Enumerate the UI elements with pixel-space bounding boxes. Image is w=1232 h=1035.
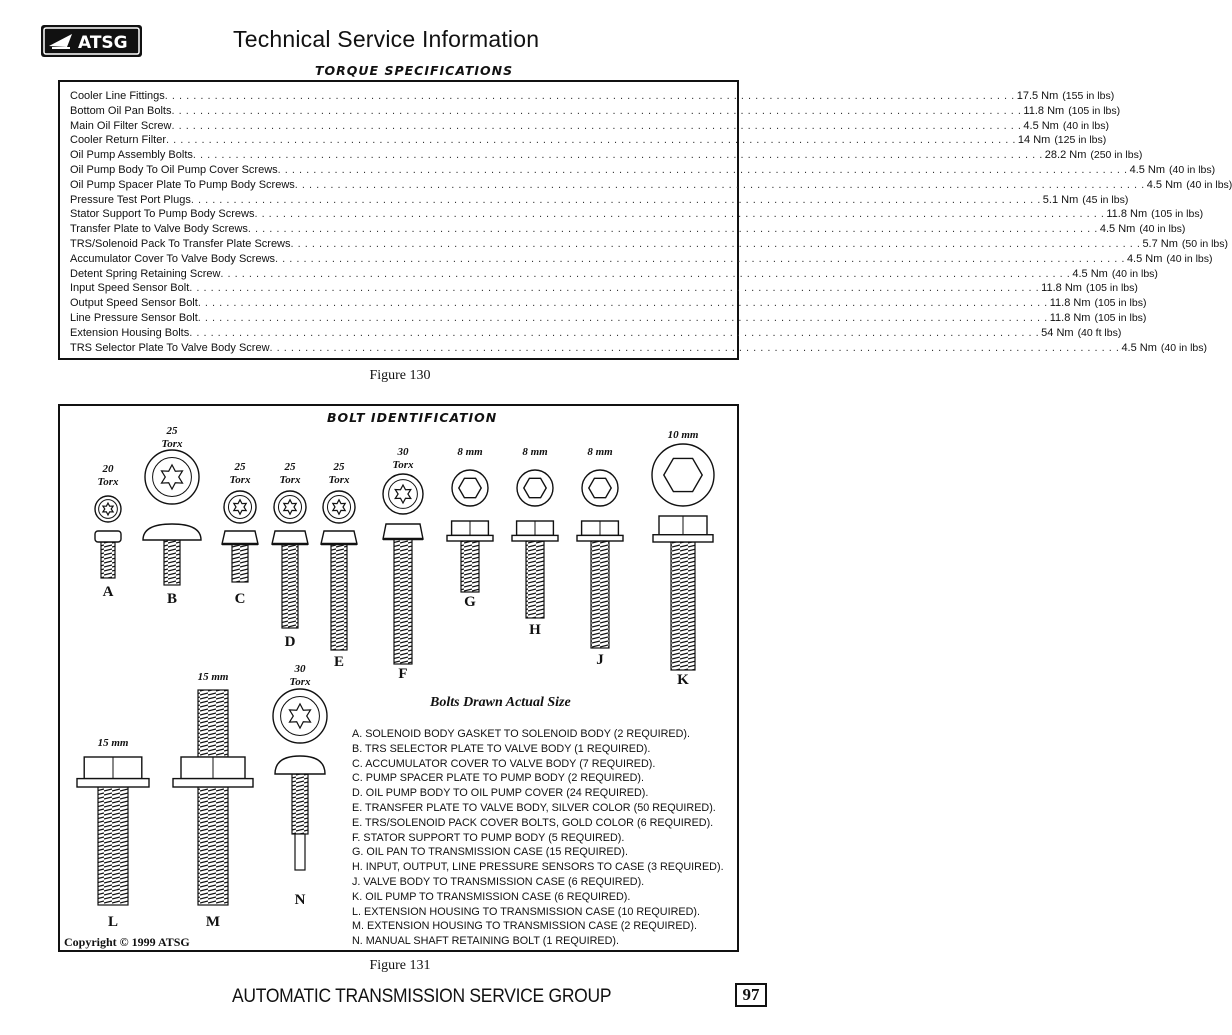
- bolt-b: [143, 425, 201, 607]
- bolt-pan-head: [383, 524, 423, 539]
- bolt-legend-item: D. OIL PUMP BODY TO OIL PUMP COVER (24 REQUIRED).: [352, 787, 649, 800]
- bolt-h: [512, 446, 558, 638]
- spec-name: TRS Selector Plate To Valve Body Screw: [70, 341, 270, 354]
- leader-dots: . . . . . . . . . . . . . . . . . . . . . . . . . . . . . . . . . . . . . . . . . . . . . . . . . . . . . . . . . . . . . . . . . . . . . . . . . . . . . . . . . . . . . . . . . . . . . . . . . . . . . . . . . . . . . . . . . . . . . . . .: [254, 208, 1105, 221]
- spec-imperial: (105 in lbs): [1085, 282, 1138, 295]
- bolt-flange: [173, 779, 253, 787]
- bolt-legend-item: H. INPUT, OUTPUT, LINE PRESSURE SENSORS TO CASE (3 REQUIRED).: [352, 861, 724, 874]
- bolt-size-label: 15 mm: [97, 737, 129, 749]
- footer-organization: AUTOMATIC TRANSMISSION SERVICE GROUP: [232, 986, 612, 1007]
- bolt-legend-item: N. MANUAL SHAFT RETAINING BOLT (1 REQUIRED).: [352, 935, 619, 948]
- bolt-size-label: 20: [102, 463, 114, 475]
- bolt-letter: D: [284, 634, 296, 650]
- bolt-thread: [198, 787, 228, 905]
- bolt-drive-label: Torx: [392, 459, 414, 471]
- bolt-letter: M: [205, 914, 221, 930]
- bolt-thread: [331, 544, 347, 650]
- bolt-d: [272, 461, 308, 650]
- leader-dots: . . . . . . . . . . . . . . . . . . . . . . . . . . . . . . . . . . . . . . . . . . . . . . . . . . . . . . . . . . . . . . . . . . . . . . . . . . . . . . . . . . . . . . . . . . . . . . . . . . . . . . . . . . . . . . . . . . . . . . . .: [190, 193, 1041, 206]
- spec-value: 4.5 Nm: [1146, 178, 1183, 191]
- bolt-k: [652, 429, 714, 688]
- spec-value: 4.5 Nm: [1099, 223, 1136, 236]
- bolt-heading: BOLT IDENTIFICATION: [327, 410, 498, 425]
- bolt-drive-label: Torx: [279, 474, 301, 486]
- leader-dots: . . . . . . . . . . . . . . . . . . . . . . . . . . . . . . . . . . . . . . . . . . . . . . . . . . . . . . . . . . . . . . . . . . . . . . . . . . . . . . . . . . . . . . . . . . . . . . . . . . . . . . . . . . . . . . . . . . . . . . . .: [171, 119, 1022, 132]
- spec-imperial: (50 in lbs): [1181, 237, 1229, 250]
- bolt-size-label: 15 mm: [197, 671, 229, 683]
- spec-name: Oil Pump Spacer Plate To Pump Body Screws: [70, 178, 295, 191]
- spec-name: Pressure Test Port Plugs: [70, 193, 191, 206]
- bolt-letter: N: [294, 892, 306, 908]
- bolt-size-label: 30: [397, 446, 409, 458]
- figure-131-caption: Figure 131: [369, 958, 431, 973]
- bolt-thread: [164, 540, 180, 585]
- leader-dots: . . . . . . . . . . . . . . . . . . . . . . . . . . . . . . . . . . . . . . . . . . . . . . . . . . . . . . . . . . . . . . . . . . . . . . . . . . . . . . . . . . . . . . . . . . . . . . . . . . . . . . . . . . . . . . . . . . . . . . . .: [290, 237, 1141, 250]
- spec-value: 4.5 Nm: [1121, 341, 1157, 354]
- bolt-thread: [101, 542, 115, 578]
- spec-name: Line Pressure Sensor Bolt: [70, 311, 198, 324]
- spec-value: 5.7 Nm: [1142, 237, 1178, 250]
- bolt-pan-head: [272, 531, 308, 544]
- spec-imperial: (40 in lbs): [1169, 163, 1216, 176]
- bolt-size-label: 8 mm: [522, 446, 548, 458]
- leader-dots: . . . . . . . . . . . . . . . . . . . . . . . . . . . . . . . . . . . . . . . . . . . . . . . . . . . . . . . . . . . . . . . . . . . . . . . . . . . . . . . . . . . . . . . . . . . . . . . . . . . . . . . . . . . . . . . . . . . . . . . .: [269, 341, 1120, 354]
- spec-value: 14 Nm: [1017, 134, 1051, 147]
- bolt-thread: [526, 541, 544, 618]
- bolt-size-label: 25: [166, 425, 178, 437]
- spec-imperial: (105 in lbs): [1068, 104, 1121, 117]
- spec-imperial: (40 in lbs): [1062, 119, 1109, 132]
- spec-name: Oil Pump Assembly Bolts: [70, 149, 193, 162]
- bolt-legend-item: L. EXTENSION HOUSING TO TRANSMISSION CASE (10 REQUIRED).: [352, 905, 700, 918]
- leader-dots: . . . . . . . . . . . . . . . . . . . . . . . . . . . . . . . . . . . . . . . . . . . . . . . . . . . . . . . . . . . . . . . . . . . . . . . . . . . . . . . . . . . . . . . . . . . . . . . . . . . . . . . . . . . . . . . . . . . . . . . .: [192, 149, 1043, 162]
- spec-value: 4.5 Nm: [1126, 252, 1163, 265]
- spec-imperial: (105 in lbs): [1151, 208, 1204, 221]
- hex-head-icon: [589, 478, 611, 497]
- bolt-letter: G: [464, 594, 476, 610]
- spec-name: Output Speed Sensor Bolt: [70, 297, 198, 310]
- bolt-letter: C: [234, 591, 246, 607]
- bolt-drive-label: Torx: [229, 474, 251, 486]
- bolt-legend-item: E. TRANSFER PLATE TO VALVE BODY, SILVER COLOR (50 REQUIRED).: [352, 801, 716, 814]
- bolt-flange: [77, 779, 149, 787]
- bolt-thread: [394, 539, 412, 664]
- bolt-drive-label: Torx: [161, 438, 183, 450]
- spec-value: 11.8 Nm: [1049, 311, 1091, 324]
- spec-imperial: (40 in lbs): [1186, 178, 1232, 191]
- spec-imperial: (40 in lbs): [1139, 223, 1186, 236]
- leader-dots: . . . . . . . . . . . . . . . . . . . . . . . . . . . . . . . . . . . . . . . . . . . . . . . . . . . . . . . . . . . . . . . . . . . . . . . . . . . . . . . . . . . . . . . . . . . . . . . . . . . . . . . . . . . . . . . . . . . . . . . .: [220, 267, 1071, 280]
- bolt-pan-head: [321, 531, 357, 544]
- bolt-legend-item: J. VALVE BODY TO TRANSMISSION CASE (6 REQUIRED).: [352, 875, 645, 888]
- bolt-legend-item: G. OIL PAN TO TRANSMISSION CASE (15 REQUIRED).: [352, 846, 628, 859]
- spec-value: 28.2 Nm: [1044, 149, 1087, 162]
- page-title: Technical Service Information: [233, 26, 540, 52]
- spec-imperial: (45 in lbs): [1082, 193, 1129, 206]
- bolt-legend-list: [352, 728, 724, 950]
- spec-imperial: (40 in lbs): [1160, 341, 1208, 354]
- leader-dots: . . . . . . . . . . . . . . . . . . . . . . . . . . . . . . . . . . . . . . . . . . . . . . . . . . . . . . . . . . . . . . . . . . . . . . . . . . . . . . . . . . . . . . . . . . . . . . . . . . . . . . . . . . . . . . . . . . . . . . . .: [275, 252, 1125, 265]
- bolt-size-label: 25: [284, 461, 296, 473]
- bolt-f: [383, 446, 423, 682]
- page-number: 97: [735, 983, 767, 1007]
- bolt-thread: [292, 774, 308, 834]
- leader-dots: . . . . . . . . . . . . . . . . . . . . . . . . . . . . . . . . . . . . . . . . . . . . . . . . . . . . . . . . . . . . . . . . . . . . . . . . . . . . . . . . . . . . . . . . . . . . . . . . . . . . . . . . . . . . . . . . . . . . . . . .: [197, 311, 1048, 324]
- bolt-legend-item: C. PUMP SPACER PLATE TO PUMP BODY (2 REQUIRED).: [352, 772, 644, 785]
- bolt-thread: [671, 542, 695, 670]
- bolt-thread: [591, 541, 609, 648]
- bolt-flange: [447, 535, 493, 541]
- bolt-legend-item: F. STATOR SUPPORT TO PUMP BODY (5 REQUIRED).: [352, 831, 625, 844]
- torque-heading: TORQUE SPECIFICATIONS: [315, 63, 514, 78]
- bolt-legend-item: E. TRS/SOLENOID PACK COVER BOLTS, GOLD COLOR (6 REQUIRED).: [352, 816, 714, 829]
- spec-imperial: (40 in lbs): [1111, 267, 1158, 280]
- spec-imperial: (250 in lbs): [1090, 149, 1143, 162]
- bolt-thread: [232, 544, 248, 582]
- hex-head-icon: [524, 478, 546, 497]
- spec-imperial: (105 in lbs): [1094, 311, 1147, 324]
- bolt-letter: F: [398, 666, 408, 682]
- bolt-thread: [282, 544, 298, 628]
- figure-130-caption: Figure 130: [369, 368, 431, 383]
- bolt-j: [577, 446, 623, 668]
- bolt-drive-label: Torx: [97, 476, 119, 488]
- leader-dots: . . . . . . . . . . . . . . . . . . . . . . . . . . . . . . . . . . . . . . . . . . . . . . . . . . . . . . . . . . . . . . . . . . . . . . . . . . . . . . . . . . . . . . . . . . . . . . . . . . . . . . . . . . . . . . . . . . . . . . . .: [189, 326, 1040, 339]
- bolt-n: [273, 663, 327, 908]
- spec-name: Bottom Oil Pan Bolts: [70, 104, 172, 117]
- bolt-legend-item: A. SOLENOID BODY GASKET TO SOLENOID BODY (2 REQUIRED).: [352, 728, 690, 740]
- leader-dots: . . . . . . . . . . . . . . . . . . . . . . . . . . . . . . . . . . . . . . . . . . . . . . . . . . . . . . . . . . . . . . . . . . . . . . . . . . . . . . . . . . . . . . . . . . . . . . . . . . . . . . . . . . . . . . . . . . . . . . . .: [197, 297, 1048, 310]
- bolt-a: [95, 463, 121, 600]
- spec-value: 4.5 Nm: [1023, 119, 1059, 132]
- spec-imperial: (155 in lbs): [1062, 90, 1115, 102]
- spec-imperial: (125 in lbs): [1054, 134, 1107, 147]
- bolt-drive-label: Torx: [328, 474, 350, 486]
- spec-value: 11.8 Nm: [1023, 104, 1065, 117]
- bolt-size-label: 30: [294, 663, 306, 675]
- bolt-legend-item: M. EXTENSION HOUSING TO TRANSMISSION CASE (2 REQUIRED).: [352, 920, 697, 933]
- spec-name: Accumulator Cover To Valve Body Screws: [70, 252, 276, 265]
- bolt-drive-label: Torx: [289, 676, 311, 688]
- spec-name: Cooler Line Fittings: [70, 90, 165, 102]
- bolt-letter: E: [333, 654, 345, 670]
- bolt-pan-head: [222, 531, 258, 544]
- bolt-thread: [98, 787, 128, 905]
- bolt-thread: [461, 541, 479, 592]
- spec-name: TRS/Solenoid Pack To Transfer Plate Screws: [70, 237, 291, 250]
- bolt-legend-item: B. TRS SELECTOR PLATE TO VALVE BODY (1 REQUIRED).: [352, 742, 651, 755]
- spec-imperial: (105 in lbs): [1094, 297, 1147, 310]
- leader-dots: . . . . . . . . . . . . . . . . . . . . . . . . . . . . . . . . . . . . . . . . . . . . . . . . . . . . . . . . . . . . . . . . . . . . . . . . . . . . . . . . . . . . . . . . . . . . . . . . . . . . . . . . . . . . . . . . . . . . . . . .: [171, 104, 1022, 117]
- logo-text: ATSG: [78, 33, 128, 53]
- bolt-cap-head: [95, 531, 121, 542]
- bolt-letter: J: [596, 652, 604, 668]
- leader-dots: . . . . . . . . . . . . . . . . . . . . . . . . . . . . . . . . . . . . . . . . . . . . . . . . . . . . . . . . . . . . . . . . . . . . . . . . . . . . . . . . . . . . . . . . . . . . . . . . . . . . . . . . . . . . . . . . . . . . . . . .: [165, 134, 1016, 147]
- leader-dots: . . . . . . . . . . . . . . . . . . . . . . . . . . . . . . . . . . . . . . . . . . . . . . . . . . . . . . . . . . . . . . . . . . . . . . . . . . . . . . . . . . . . . . . . . . . . . . . . . . . . . . . . . . . . . . . . . . . . . . . .: [294, 178, 1145, 191]
- bolt-dome-head: [275, 756, 325, 774]
- bolt-letter: B: [166, 591, 178, 607]
- bolt-letter: A: [102, 584, 114, 600]
- spec-name: Oil Pump Body To Oil Pump Cover Screws: [70, 163, 278, 176]
- bolt-letter: K: [677, 672, 689, 688]
- spec-imperial: (40 ft lbs): [1077, 326, 1122, 339]
- spec-name: Transfer Plate to Valve Body Screws: [70, 223, 248, 236]
- copyright-text: Copyright © 1999 ATSG: [64, 935, 190, 949]
- bolt-legend-item: C. ACCUMULATOR COVER TO VALVE BODY (7 REQUIRED).: [352, 757, 656, 770]
- bolt-legend-item: K. OIL PUMP TO TRANSMISSION CASE (6 REQUIRED).: [352, 890, 631, 903]
- hex-head-icon: [459, 478, 481, 497]
- bolt-flange: [577, 535, 623, 541]
- bolt-flange: [653, 535, 713, 542]
- leader-dots: . . . . . . . . . . . . . . . . . . . . . . . . . . . . . . . . . . . . . . . . . . . . . . . . . . . . . . . . . . . . . . . . . . . . . . . . . . . . . . . . . . . . . . . . . . . . . . . . . . . . . . . . . . . . . . . . . . . . . . . .: [189, 282, 1040, 295]
- bolt-letter: L: [107, 914, 119, 930]
- bolt-dome-head: [143, 524, 201, 540]
- spec-value: 4.5 Nm: [1072, 267, 1108, 280]
- bolts-drawn-actual-size: Bolts Drawn Actual Size: [430, 695, 571, 710]
- spec-name: Main Oil Filter Screw: [70, 119, 172, 132]
- bolt-l: [77, 737, 149, 930]
- spec-name: Stator Support To Pump Body Screws: [70, 208, 255, 221]
- bolt-size-label: 25: [234, 461, 246, 473]
- spec-name: Input Speed Sensor Bolt: [70, 282, 190, 295]
- spec-value: 5.1 Nm: [1042, 193, 1079, 206]
- bolt-m: [173, 671, 253, 930]
- spec-name: Cooler Return Filter: [70, 134, 166, 147]
- spec-name: Extension Housing Bolts: [70, 326, 190, 339]
- bolt-upper-thread: [198, 690, 228, 757]
- spec-value: 11.8 Nm: [1049, 297, 1091, 310]
- bolt-pilot: [295, 834, 305, 870]
- bolt-c: [222, 461, 258, 607]
- spec-name: Detent Spring Retaining Screw: [70, 267, 221, 280]
- leader-dots: . . . . . . . . . . . . . . . . . . . . . . . . . . . . . . . . . . . . . . . . . . . . . . . . . . . . . . . . . . . . . . . . . . . . . . . . . . . . . . . . . . . . . . . . . . . . . . . . . . . . . . . . . . . . . . . . . . . . . . . .: [164, 90, 1015, 102]
- spec-value: 17.5 Nm: [1016, 90, 1059, 102]
- bolt-g: [447, 446, 493, 610]
- bolt-flange: [512, 535, 558, 541]
- spec-imperial: (40 in lbs): [1166, 252, 1213, 265]
- spec-value: 4.5 Nm: [1129, 163, 1166, 176]
- bolt-size-label: 10 mm: [667, 429, 699, 441]
- leader-dots: . . . . . . . . . . . . . . . . . . . . . . . . . . . . . . . . . . . . . . . . . . . . . . . . . . . . . . . . . . . . . . . . . . . . . . . . . . . . . . . . . . . . . . . . . . . . . . . . . . . . . . . . . . . . . . . . . . . . . . . .: [247, 223, 1098, 236]
- leader-dots: . . . . . . . . . . . . . . . . . . . . . . . . . . . . . . . . . . . . . . . . . . . . . . . . . . . . . . . . . . . . . . . . . . . . . . . . . . . . . . . . . . . . . . . . . . . . . . . . . . . . . . . . . . . . . . . . . . . . . . . .: [277, 163, 1128, 176]
- spec-value: 54 Nm: [1041, 326, 1074, 339]
- bolt-size-label: 25: [333, 461, 345, 473]
- bolt-size-label: 8 mm: [457, 446, 483, 458]
- spec-value: 11.8 Nm: [1041, 282, 1082, 295]
- bolt-letter: H: [529, 622, 541, 638]
- bolt-e: [321, 461, 357, 670]
- spec-value: 11.8 Nm: [1106, 208, 1148, 221]
- bolt-size-label: 8 mm: [587, 446, 613, 458]
